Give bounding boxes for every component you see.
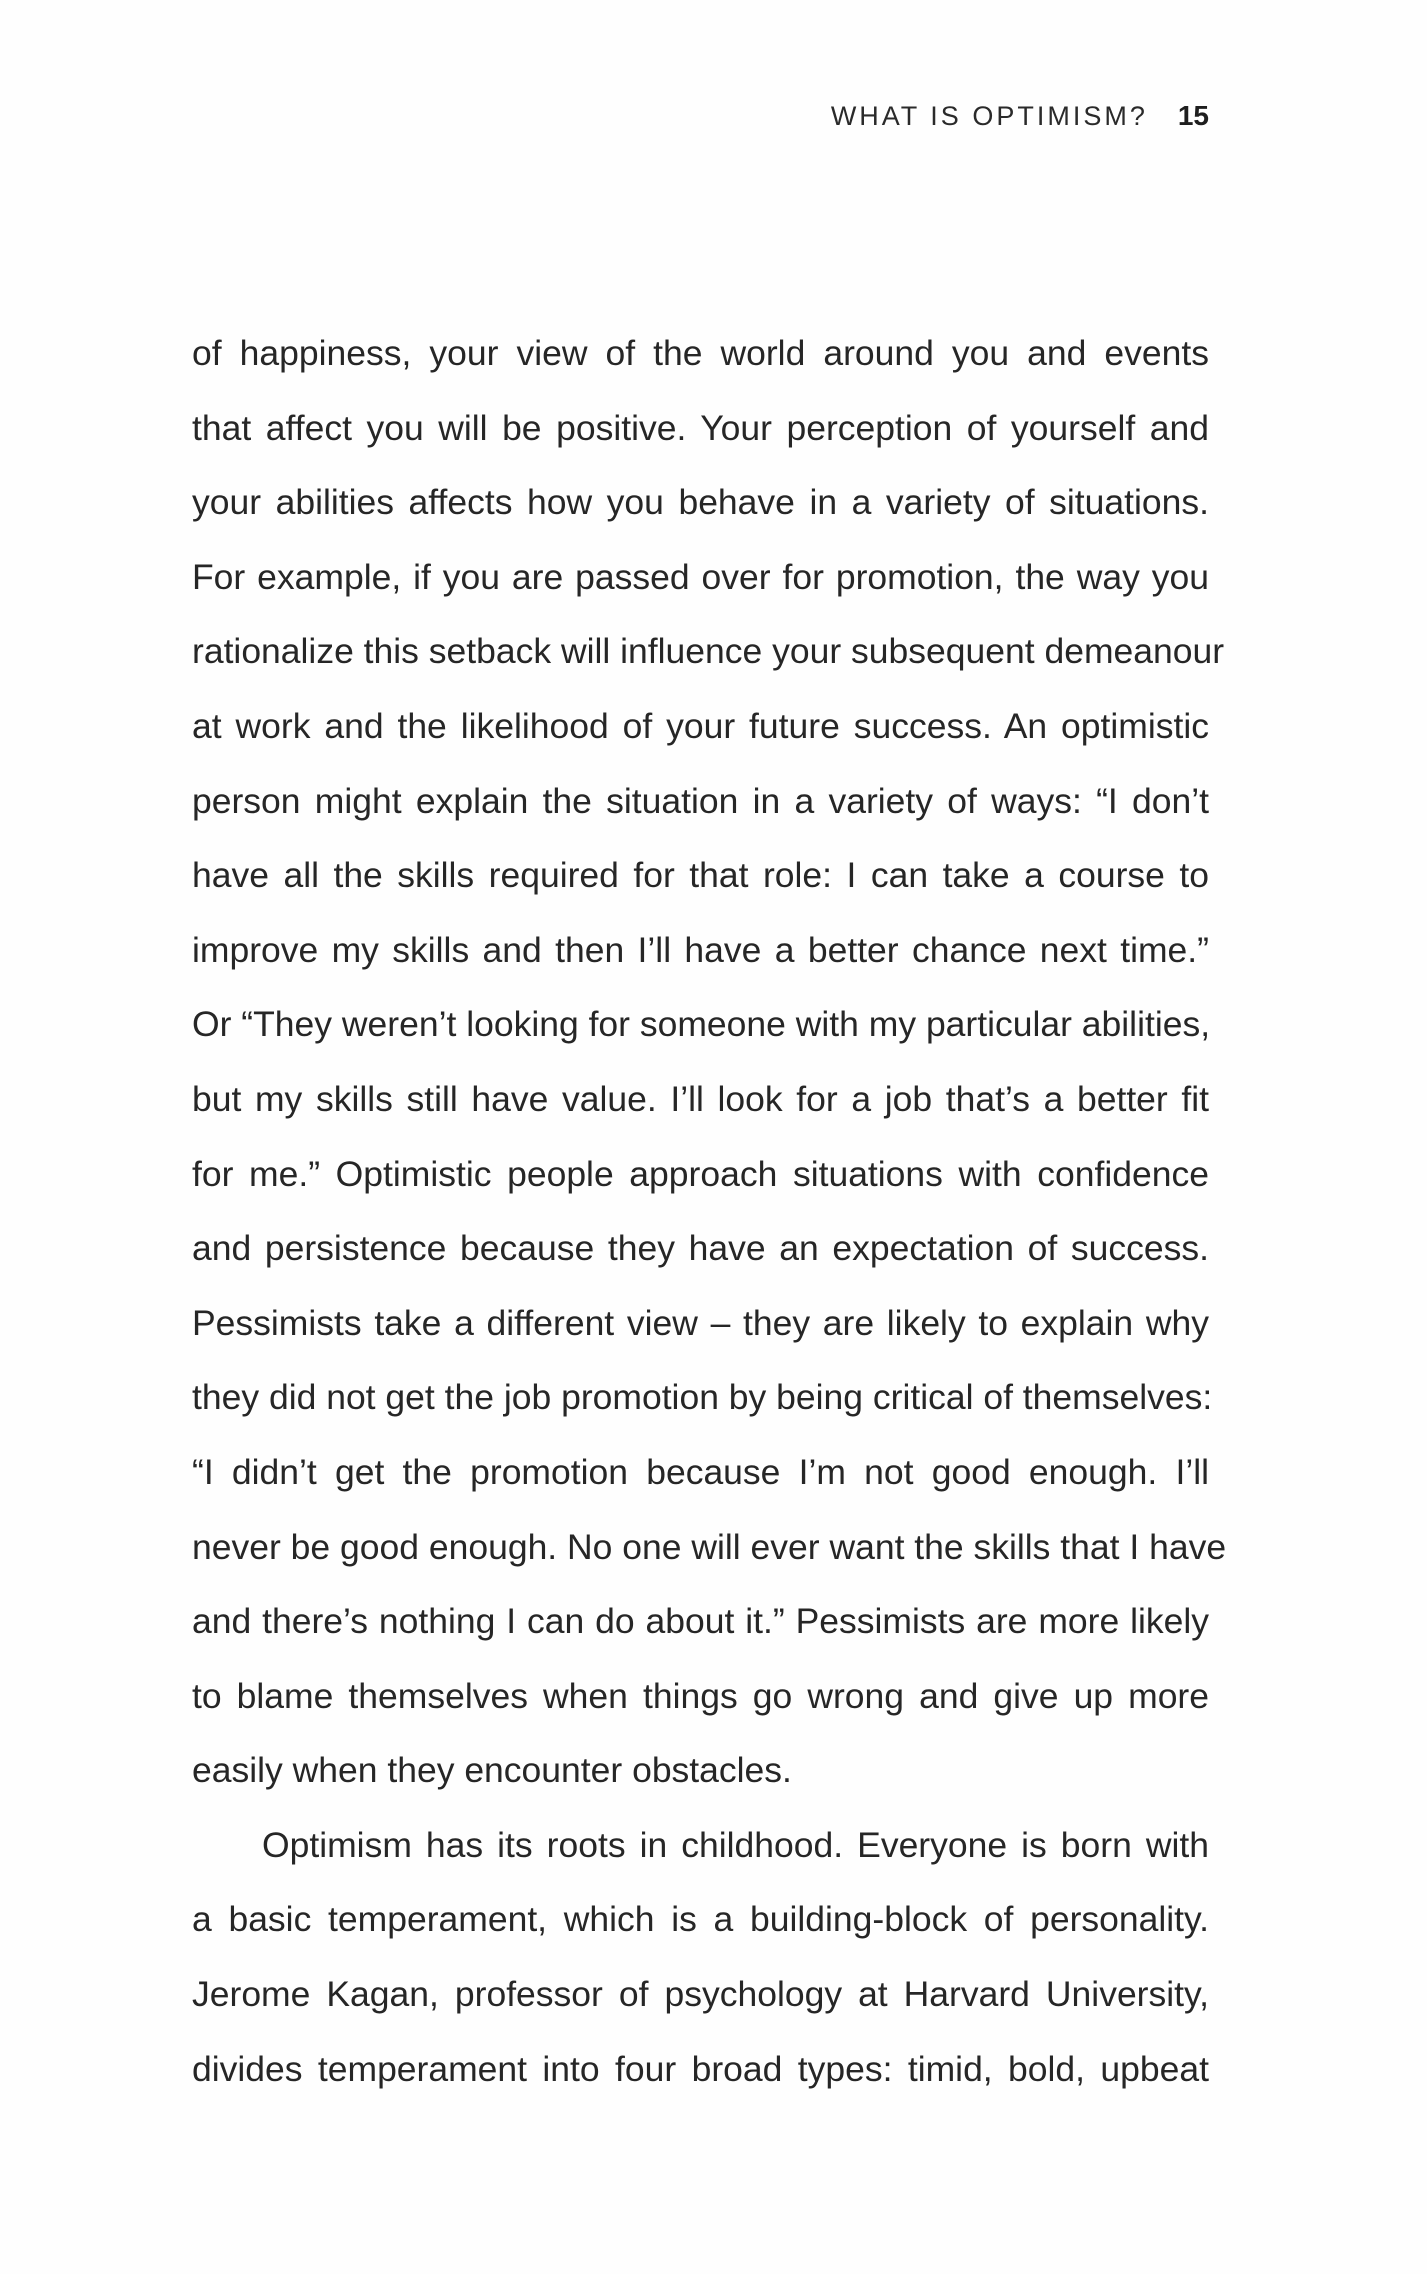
text-line: For example, if you are passed over for promotion, the way you <box>192 556 1209 597</box>
text-line: and persistence because they have an expectation of success. <box>192 1228 1209 1269</box>
text-line: for me.” Optimistic people approach situations with confidence <box>192 1153 1209 1194</box>
text-line: that affect you will be positive. Your perception of yourself and <box>192 407 1209 448</box>
text-line: they did not get the job promotion by being critical of themselves: <box>192 1377 1213 1418</box>
text-line: Optimism has its roots in childhood. Everyone is born with <box>262 1824 1209 1865</box>
body-text <box>192 316 1227 2106</box>
text-line: but my skills still have value. I’ll look for a job that’s a better fit <box>192 1078 1209 1119</box>
text-line: of happiness, your view of the world around you and events <box>192 333 1209 373</box>
running-head <box>831 100 1209 132</box>
text-line: Pessimists take a different view – they are likely to explain why <box>192 1302 1209 1343</box>
text-line: and there’s nothing I can do about it.” Pessimists are more likely <box>192 1601 1209 1642</box>
text-line: person might explain the situation in a variety of ways: “I don’t <box>192 780 1209 821</box>
text-line: rationalize this setback will influence your subsequent demeanour <box>192 631 1225 672</box>
running-head-title: WHAT IS OPTIMISM? <box>830 101 1148 131</box>
text-line: at work and the likelihood of your future success. An optimistic <box>192 705 1209 746</box>
text-line: Jerome Kagan, professor of psychology at Harvard University, <box>192 1974 1209 2015</box>
text-line: have all the skills required for that role: I can take a course to <box>192 855 1209 896</box>
text-line: improve my skills and then I’ll have a better chance next time.” <box>192 929 1209 970</box>
text-line: “I didn’t get the promotion because I’m not good enough. I’ll <box>192 1451 1209 1492</box>
text-line: divides temperament into four broad types: timid, bold, upbeat <box>192 2048 1209 2089</box>
page-number: 15 <box>1177 100 1209 131</box>
text-line: easily when they encounter obstacles. <box>192 1750 792 1791</box>
text-line: a basic temperament, which is a building-block of personality. <box>192 1899 1209 1940</box>
text-line: to blame themselves when things go wrong and give up more <box>192 1675 1209 1716</box>
text-line: your abilities affects how you behave in a variety of situations. <box>192 482 1209 523</box>
text-line: Or “They weren’t looking for someone with my particular abilities, <box>192 1004 1211 1045</box>
text-line: never be good enough. No one will ever want the skills that I have <box>192 1526 1227 1567</box>
